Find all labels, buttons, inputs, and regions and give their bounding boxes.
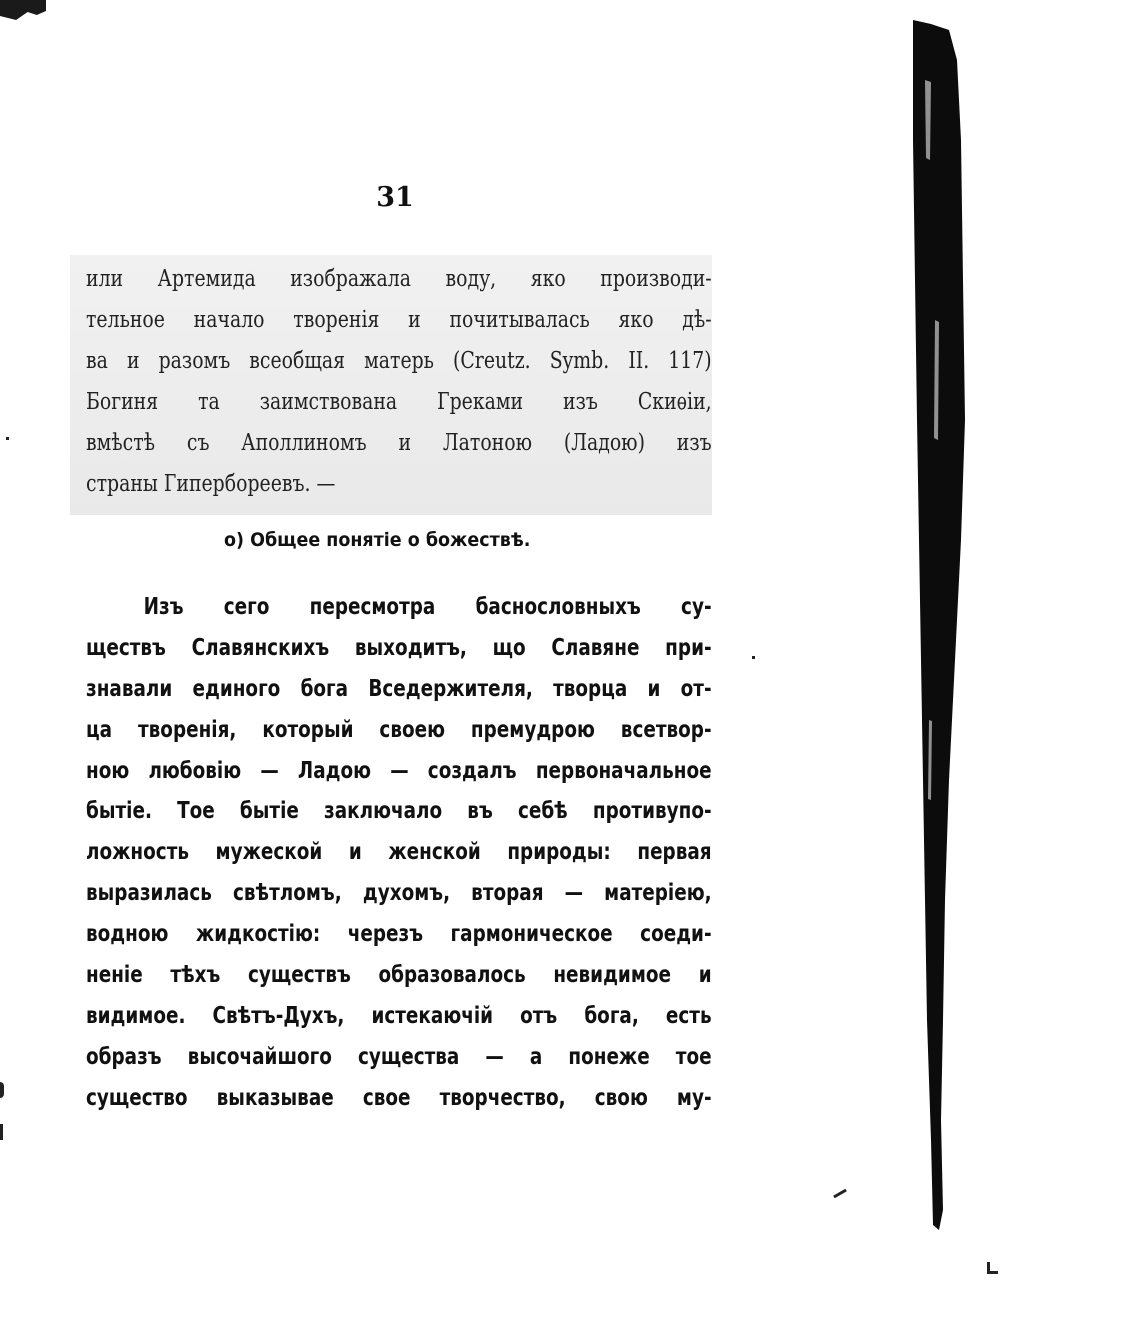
text-line: ною любовію — Ладою — создалъ первоначальное [86,757,712,784]
text-line: тельное начало творенія и почитывалась яко дѣ- [86,307,712,333]
previous-section-text [86,259,712,505]
text-line: страны Гипербореевъ. — [86,471,336,497]
text-line: ложность мужеской и женской природы: первая [86,839,712,866]
page-number: 31 [376,182,414,213]
text-line: существо выказывае свое творчество, свою му- [86,1084,712,1111]
text-line: вмѣстѣ съ Аполлиномъ и Латоною (Ладою) изъ [86,430,712,456]
book-binding-edge [905,20,975,1230]
body-text [86,587,712,1119]
scan-speck [0,1124,3,1140]
scan-speck [987,1271,998,1274]
text-line: Изъ сего пересмотра баснословныхъ су- [143,594,712,620]
text-line: ществъ Славянскихъ выходитъ, що Славяне при- [86,634,712,661]
text-line: или Артемида изображала воду, яко производи- [86,266,712,292]
scan-speck [752,656,755,659]
scan-speck [6,437,9,440]
text-line: знавали единого бога Вседержителя, творца и от- [86,675,712,702]
text-line: бытіе. Тое бытіе заключало въ себѣ противупо- [86,798,712,825]
text-line: ца творенія, который своею премудрою всетвор- [86,716,712,743]
text-line: водною жидкостію: черезъ гармоническое соеди- [86,921,712,948]
scan-speck [833,1189,847,1199]
text-line: неніе тѣхъ существъ образовалось невидимое и [86,962,712,989]
scan-speck [0,1082,4,1098]
text-line: выразилась свѣтломъ, духомъ, вторая — матеріею, [86,880,712,907]
text-line: ва и разомъ всеобщая матерь (Creutz. Symb. II. 117) [86,348,712,374]
text-line: образъ высочайшого существа — а понеже тое [86,1043,712,1070]
text-line: Богиня та заимствована Греками изъ Скиѳіи, [86,389,712,415]
section-heading: о) Общее понятіе о божествѣ. [224,529,531,551]
scan-artifact-corner [0,0,46,20]
text-line: видимое. Свѣтъ-Духъ, истекаючій отъ бога, есть [86,1002,712,1029]
